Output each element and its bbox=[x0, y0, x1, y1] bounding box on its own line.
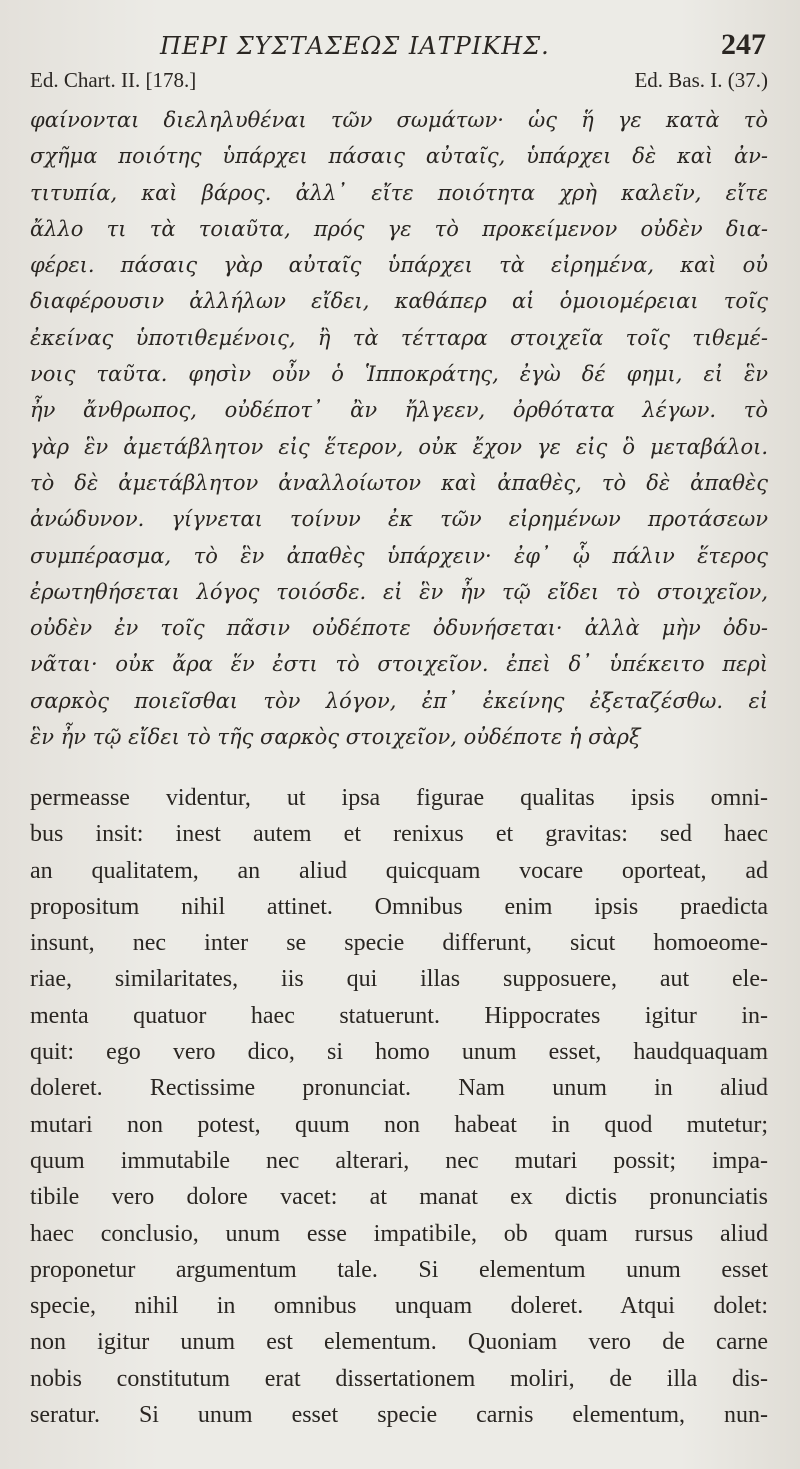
latin-text-line: tibile vero dolore vacet: at manat ex dictis pronunciatis bbox=[30, 1184, 768, 1211]
greek-text-line: τὸ δὲ ἀμετάβλητον ἀναλλοίωτον καὶ ἀπαθὲς, τὸ δὲ ἀπαθὲς bbox=[30, 470, 768, 495]
greek-text-line: συμπέρασμα, τὸ ἓν ἀπαθὲς ὑπάρχειν· ἐφ᾽ ᾧ πάλιν ἕτερος bbox=[30, 543, 768, 568]
latin-text-block bbox=[30, 780, 768, 1433]
latin-text-line: an qualitatem, an aliud quicquam vocare oporteat, ad bbox=[30, 857, 768, 884]
edition-reference-line bbox=[30, 68, 768, 98]
greek-text-line: ἓν ἦν τῷ εἴδει τὸ τῆς σαρκὸς στοιχεῖον, οὐδέποτε ἡ σὰρξ bbox=[30, 725, 641, 750]
greek-text-line: φαίνονται διεληλυθέναι τῶν σωμάτων· ὡς ἥ γε κατὰ τὸ bbox=[30, 108, 768, 132]
greek-text-line: ἀνώδυνον. γίγνεται τοίνυν ἐκ τῶν εἰρημένων προτάσεων bbox=[30, 507, 768, 532]
latin-text-line: non igitur unum est elementum. Quoniam vero de carne bbox=[30, 1329, 768, 1356]
greek-text-line: σχῆμα ποιότης ὑπάρχει πάσαις αὐταῖς, ὑπάρχει δὲ καὶ ἀν- bbox=[30, 144, 768, 169]
latin-text-line: menta quatuor haec statuerunt. Hippocrates igitur in- bbox=[30, 1002, 768, 1029]
greek-text-line: ἐρωτηθήσεται λόγος τοιόσδε. εἰ ἓν ἦν τῷ εἴδει τὸ στοιχεῖον, bbox=[30, 579, 768, 604]
greek-text-line: νοις ταῦτα. φησὶν οὖν ὁ Ἱπποκράτης, ἐγὼ δέ φημι, εἰ ἓν bbox=[30, 362, 768, 387]
latin-text-line: doleret. Rectissime pronunciat. Nam unum in aliud bbox=[30, 1075, 768, 1102]
latin-text-line: propositum nihil attinet. Omnibus enim ipsis praedicta bbox=[30, 893, 768, 920]
running-title: ΠΕΡΙ ΣΥΣΤΑΣΕΩΣ ΙΑΤΡΙΚΗΣ. bbox=[160, 32, 550, 60]
greek-text-line: σαρκὸς ποιεῖσθαι τὸν λόγον, ἐπ᾽ ἐκείνης ἐξεταζέσθω. εἰ bbox=[30, 688, 768, 713]
greek-text-line: τιτυπία, καὶ βάρος. ἀλλ᾽ εἴτε ποιότητα χρὴ καλεῖν, εἴτε bbox=[30, 180, 768, 205]
latin-text-line: bus insit: inest autem et renixus et gravitas: sed haec bbox=[30, 821, 768, 848]
latin-text-line: proponetur argumentum tale. Si elementum unum esset bbox=[30, 1256, 768, 1283]
latin-text-line: quum immutabile nec alterari, nec mutari possit; impa- bbox=[30, 1147, 768, 1174]
greek-text-line: φέρει. πάσαις γὰρ αὐταῖς ὑπάρχει τὰ εἰρημένα, καὶ οὐ bbox=[30, 253, 768, 278]
latin-text-line: permeasse videntur, ut ipsa figurae qualitas ipsis omni- bbox=[30, 785, 768, 811]
edition-basel-ref: Ed. Bas. I. (37.) bbox=[634, 68, 768, 92]
greek-text-line: γὰρ ἓν ἀμετάβλητον εἰς ἕτερον, οὐκ ἔχον γε εἰς ὃ μεταβάλοι. bbox=[30, 434, 768, 459]
latin-text-line: mutari non potest, quum non habeat in quod mutetur; bbox=[30, 1111, 768, 1138]
latin-text-line: nobis constitutum erat dissertationem moliri, de illa dis- bbox=[30, 1365, 768, 1392]
greek-text-block bbox=[30, 102, 768, 755]
greek-text-line: νᾶται· οὐκ ἄρα ἕν ἐστι τὸ στοιχεῖον. ἐπεὶ δ᾽ ὑπέκειτο περὶ bbox=[30, 652, 768, 677]
latin-text-line: riae, similaritates, iis qui illas supposuere, aut ele- bbox=[30, 966, 768, 993]
greek-text-line: οὐδὲν ἐν τοῖς πᾶσιν οὐδέποτε ὀδυνήσεται· ἀλλὰ μὴν ὀδυ- bbox=[30, 616, 768, 641]
latin-text-line: insunt, nec inter se specie differunt, sicut homoeome- bbox=[30, 930, 768, 957]
page-number: 247 bbox=[721, 28, 766, 61]
greek-text-line: διαφέρουσιν ἀλλήλων εἴδει, καθάπερ αἱ ὁμοιομέρειαι τοῖς bbox=[30, 289, 768, 314]
greek-text-line: ἐκείνας ὑποτιθεμένοις, ἢ τὰ τέτταρα στοιχεῖα τοῖς τιθεμέ- bbox=[30, 325, 768, 350]
latin-text-line: seratur. Si unum esset specie carnis elementum, nun- bbox=[30, 1402, 768, 1429]
greek-text-line: ἄλλο τι τὰ τοιαῦτα, πρός γε τὸ προκείμενον οὐδὲν δια- bbox=[30, 216, 768, 241]
edition-chartier-ref: Ed. Chart. II. [178.] bbox=[30, 68, 197, 92]
greek-text-line: ἦν ἄνθρωπος, οὐδέποτ᾽ ἂν ἤλγεεν, ὀρθότατα λέγων. τὸ bbox=[30, 398, 768, 423]
latin-text-line: haec conclusio, unum esse impatibile, ob quam rursus aliud bbox=[30, 1220, 768, 1247]
page-header bbox=[0, 28, 800, 68]
latin-text-line: specie, nihil in omnibus unquam doleret. Atqui dolet: bbox=[30, 1293, 768, 1320]
latin-text-line: quit: ego vero dico, si homo unum esset, haudquaquam bbox=[30, 1039, 768, 1066]
